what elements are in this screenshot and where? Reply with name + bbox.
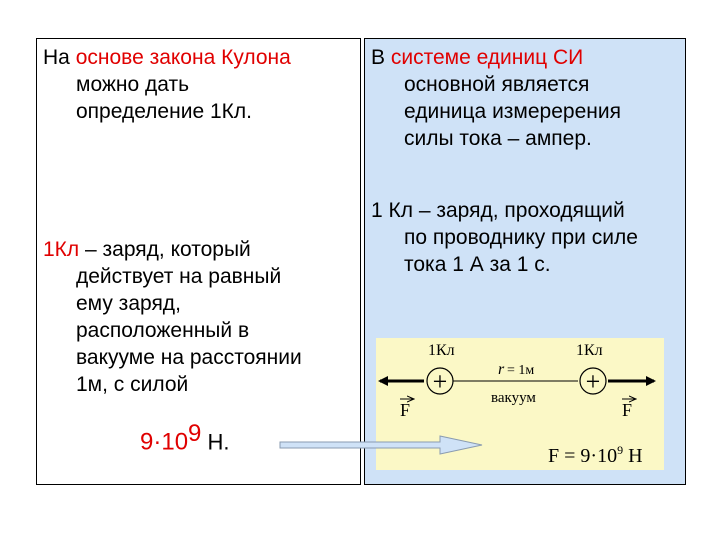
coulomb-diagram (376, 338, 664, 470)
p1-prefix: На (43, 46, 76, 69)
p1-line3: определение 1Кл. (76, 100, 252, 123)
distance-r: r (498, 361, 505, 378)
p1-line2: можно дать (76, 73, 190, 96)
si-system-highlight: системе единиц СИ (390, 46, 584, 69)
diagram-formula-exp: 9 (617, 443, 624, 457)
coulomb-unit-lead: 1Кл (43, 238, 80, 261)
p2-line6: 1м, с силой (76, 373, 189, 396)
coulomb-law-highlight: основе закона Кулона (75, 46, 291, 69)
formula-mult: 9· (140, 428, 162, 456)
formula-exp: 9 (188, 420, 202, 447)
r2-line1: 1 Кл – заряд, проходящий (371, 199, 625, 222)
p2-line2: действует на равный (76, 265, 282, 288)
coulomb-current-definition (371, 197, 681, 278)
left-charge-sign: + (432, 367, 448, 396)
formula-base: 10 (161, 428, 189, 456)
distance-value: = 1м (507, 363, 535, 378)
charge-left-label: 1Кл (428, 342, 455, 359)
right-charge-sign: + (585, 367, 601, 396)
r1-line3: единица измеререния (404, 100, 621, 123)
force-left-label: F (400, 400, 411, 420)
p2-line1-rest: – заряд, который (79, 238, 251, 261)
r1-line4: силы тока – ампер. (404, 127, 592, 150)
coulomb-law-paragraph (43, 44, 363, 125)
diagram-formula-main: F = 9·10 (548, 445, 618, 467)
p2-line3: ему заряд, (76, 292, 181, 315)
r1-prefix: В (371, 46, 391, 69)
si-system-paragraph (371, 44, 681, 152)
formula-unit: Н. (201, 429, 230, 455)
coulomb-definition-paragraph (43, 236, 363, 398)
p2-line5: вакууме на расстоянии (76, 346, 302, 369)
r2-line3: тока 1 А за 1 с. (404, 253, 551, 276)
charge-right-label: 1Кл (576, 342, 603, 359)
force-right-label: F (622, 400, 633, 420)
coulomb-diagram-svg (376, 338, 664, 470)
p2-line4: расположенный в (76, 319, 250, 342)
force-formula (140, 420, 230, 456)
r2-line2: по проводнику при силе (404, 226, 638, 249)
diagram-formula (548, 443, 643, 467)
medium-label: вакуум (491, 390, 536, 406)
r1-line2: основной является (404, 73, 590, 96)
diagram-formula-unit: Н (623, 445, 643, 467)
